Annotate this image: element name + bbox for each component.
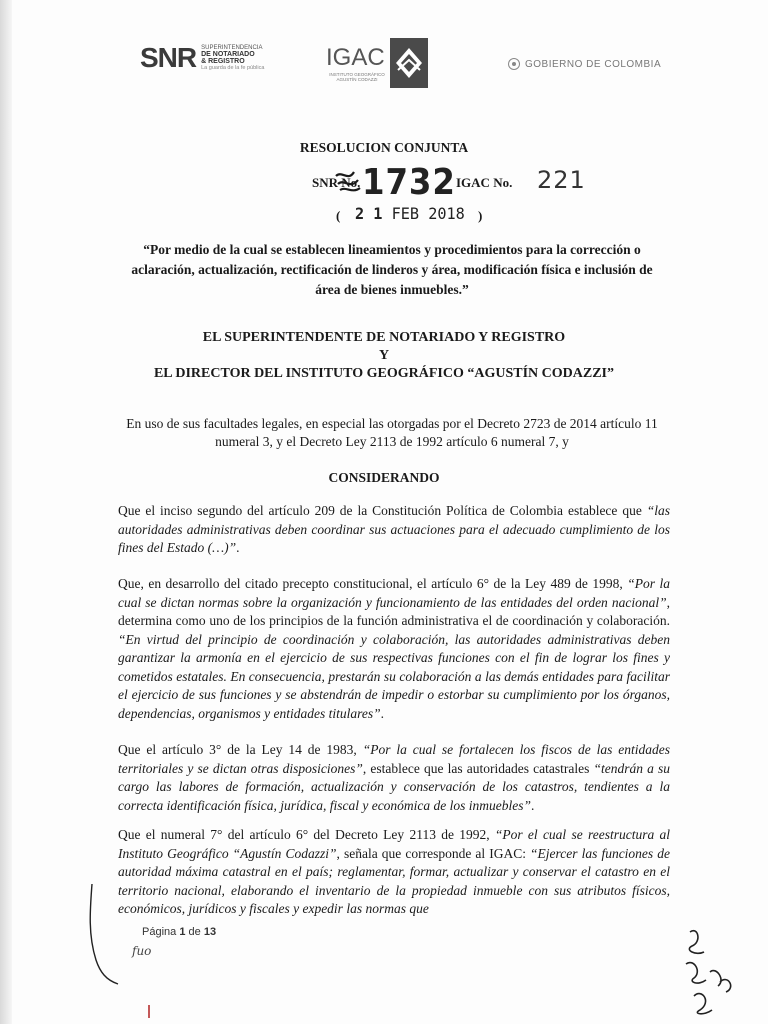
igac-mark: IGAC bbox=[326, 44, 385, 71]
igac-line: AGUSTÍN CODAZZI bbox=[336, 77, 378, 82]
p2-text: Que, en desarrollo del citado precepto constitucional, el artículo 6° de la Ley 489 de 1998, bbox=[118, 576, 628, 591]
paragraph-4 bbox=[118, 826, 670, 919]
date-day: 2 1 bbox=[355, 204, 383, 223]
p2-end: . bbox=[380, 705, 384, 721]
page-label: Página bbox=[142, 926, 177, 938]
p3-text: Que el artículo 3° de la Ley 14 de 1983, bbox=[118, 742, 363, 757]
red-ink-mark bbox=[146, 1004, 152, 1020]
page-of: de bbox=[188, 926, 201, 938]
igac-number-stamp: 221 bbox=[537, 166, 586, 194]
authority-line-3: EL DIRECTOR DEL INSTITUTO GEOGRÁFICO “AGUSTÍN CODAZZI” bbox=[153, 366, 615, 381]
igac-logo bbox=[320, 38, 430, 90]
p4-text: Que el numeral 7° del artículo 6° del Decreto Ley 2113 de 1992, bbox=[118, 827, 495, 842]
p4-quote-2: “Ejercer las funciones de autoridad máxima catastral en el país; reglamentar, formar, actualizar y conservar el catastro en el territorio nacional, elaborando el inventario de la propiedad inmueble con sus atributos físicos, económicos, jurídicos y fiscales y expedir las normas que bbox=[118, 845, 671, 916]
resolution-heading: RESOLUCION CONJUNTA bbox=[299, 140, 469, 155]
snr-line: DE NOTARIADO bbox=[201, 51, 255, 58]
handwritten-note: fuo bbox=[132, 944, 152, 958]
date-close-paren: ) bbox=[478, 208, 483, 223]
gobierno-emblem-icon bbox=[508, 58, 520, 70]
p3-quote-2: “tendrán a su cargo las labores de formación, actualización y conservación de los catastros, tendientes a la correcta identificación física, jurídica, fiscal y económica de los inmuebles” bbox=[118, 760, 670, 813]
en-uso-text: En uso de sus facultades legales, en especial las otorgadas por el Decreto 2723 de 2014 artículo 11 numeral 3, y el Decreto Ley 2113 de 1992 artículo 6 numeral 7, y bbox=[126, 416, 658, 449]
p3-text-2: , establece que las autoridades catastrales bbox=[362, 760, 594, 776]
date-stamp bbox=[355, 204, 465, 223]
p3-quote-1: “Por la cual se fortalecen los fiscos de las entidades territoriales y se dictan otras disposiciones” bbox=[118, 742, 670, 776]
igac-number-label: IGAC No. bbox=[456, 175, 513, 190]
snr-logo-text bbox=[201, 45, 264, 72]
snr-line: La guarda de la fe pública bbox=[201, 65, 265, 71]
paragraph-3 bbox=[118, 741, 670, 815]
considerando-heading: CONSIDERANDO bbox=[328, 470, 440, 485]
snr-mark: SNR bbox=[140, 42, 197, 73]
snr-number-stamp: 1732 bbox=[362, 162, 456, 203]
p1-quote: “las autoridades administrativas deben coordinar sus actuaciones para el adecuado cumplimiento de los fines del Estado (…)” bbox=[118, 503, 670, 555]
paragraph-1 bbox=[118, 502, 670, 558]
resolution-title: “Por medio de la cual se establecen lineamientos y procedimientos para la corrección o aclaración, actualización, rectificación de linderos y área, modificación física e inclusión de área de bienes inmuebles.” bbox=[131, 242, 653, 297]
snr-logo bbox=[140, 42, 264, 74]
page-current: 1 bbox=[179, 926, 186, 938]
p2-text-2: , determina como uno de los principios de la función administrativa el de coordinación y colaboración. bbox=[118, 594, 670, 628]
snr-line: SUPERINTENDENCIA bbox=[201, 44, 263, 51]
authority-line-1: EL SUPERINTENDENTE DE NOTARIADO Y REGISTRO bbox=[202, 330, 566, 345]
paragraph-2 bbox=[118, 575, 670, 723]
gobierno-logo bbox=[508, 58, 661, 70]
p1-text: Que el inciso segundo del artículo 209 de la Constitución Política de Colombia establece que bbox=[118, 503, 647, 518]
p2-quote-1: “Por la cual se dictan normas sobre la organización y funcionamiento de las entidades del orden nacional” bbox=[118, 576, 670, 610]
snr-number-label: SNR No. bbox=[312, 175, 361, 190]
resolution-number-line bbox=[0, 160, 768, 203]
handwritten-initials-mark bbox=[676, 922, 748, 1018]
p1-end: . bbox=[236, 540, 240, 555]
gobierno-text: GOBIERNO DE COLOMBIA bbox=[525, 58, 662, 70]
p2-quote-2: “En virtud del principio de coordinación y colaboración, las autoridades administrativas deben garantizar la armonía en el ejercicio de sus respectivas funciones con el fin de lograr los fines y cometidos estatales. En consecuencia, prestarán su colaboración a las demás entidades para facilitar el ejercicio de sus funciones y se abstendrán de impedir o estorbar su cumplimiento por los órganos, dependencias, organismos y entidades titulares” bbox=[118, 631, 670, 721]
resolution-date bbox=[336, 204, 496, 228]
margin-line-mark bbox=[70, 880, 130, 990]
igac-line: INSTITUTO GEOGRÁFICO bbox=[329, 72, 385, 77]
igac-logo-text bbox=[326, 72, 388, 82]
p3-end: . bbox=[531, 797, 535, 813]
page-total: 13 bbox=[203, 926, 217, 938]
p4-text-2: , señala que corresponde al IGAC: bbox=[336, 845, 531, 861]
page-footer bbox=[142, 926, 216, 938]
snr-line: & REGISTRO bbox=[201, 58, 245, 65]
p4-quote-1: “Por el cual se reestructura al Instituto Geográfico “Agustín Codazzi” bbox=[118, 827, 670, 861]
igac-emblem-icon bbox=[390, 38, 428, 88]
signature-scribble-icon bbox=[334, 168, 362, 196]
date-month-year: FEB 2018 bbox=[391, 204, 465, 223]
date-open-paren: ( bbox=[336, 208, 341, 223]
authority-line-2: Y bbox=[378, 348, 390, 363]
